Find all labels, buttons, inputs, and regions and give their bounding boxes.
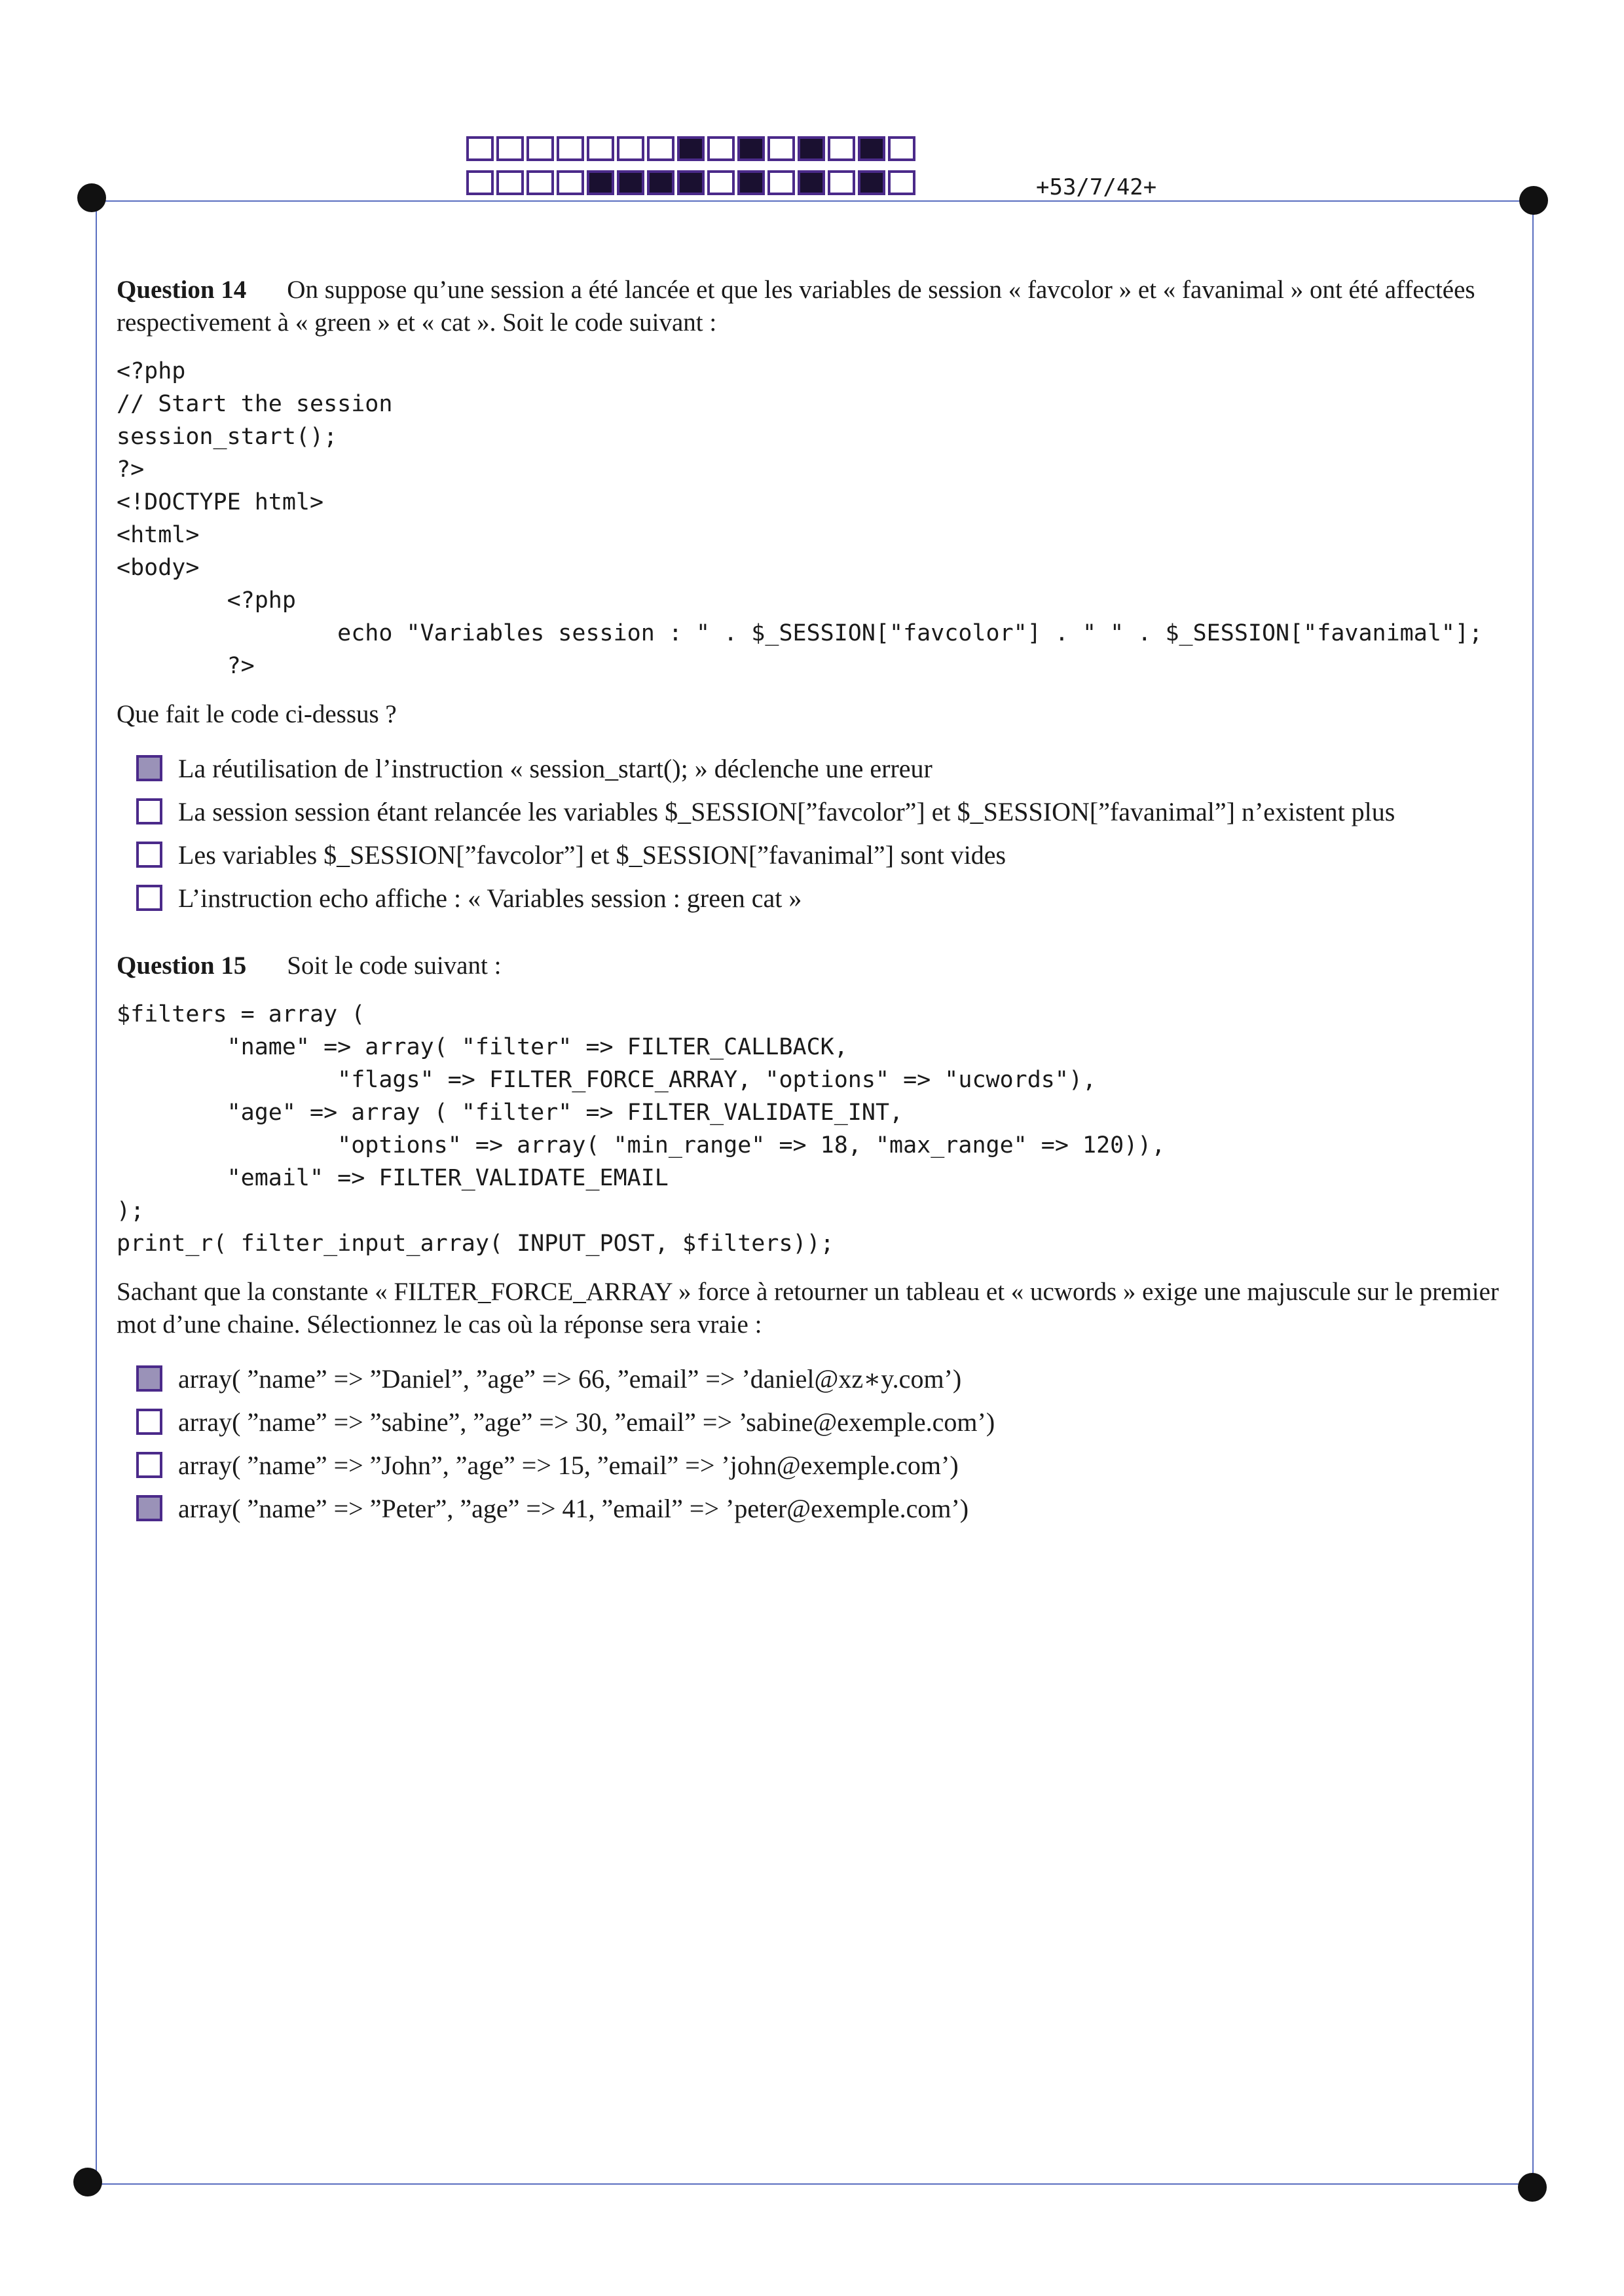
barcode-cell xyxy=(647,136,674,161)
frame-bottom-line xyxy=(98,2183,1532,2185)
barcode-cell xyxy=(496,170,524,195)
barcode-cell xyxy=(617,170,644,195)
answer-text: array( ”name” => ”Peter”, ”age” => 41, ”email” => ’peter@exemple.com’) xyxy=(178,1493,969,1523)
page-content xyxy=(117,274,1531,1530)
answer-checkbox[interactable] xyxy=(136,842,162,868)
barcode-cell xyxy=(677,170,705,195)
barcode-cell xyxy=(526,170,554,195)
barcode-cell xyxy=(707,170,735,195)
barcode-cell xyxy=(767,170,795,195)
corner-mark-bottom-right xyxy=(1518,2173,1547,2202)
q14-answer-option[interactable] xyxy=(136,747,1531,790)
answer-text: array( ”name” => ”Daniel”, ”age” => 66, ”email” => ’daniel@xz∗y.com’) xyxy=(178,1363,962,1394)
question-14-intro: On suppose qu’une session a été lancée et que les variables de session « favcolor » et « favanimal » ont été affectées respectivement à « green » et « cat ». Soit le code suivant : xyxy=(117,276,1475,337)
page-id: +53/7/42+ xyxy=(1036,174,1157,200)
question-15-header xyxy=(117,950,1531,982)
answer-checkbox[interactable] xyxy=(136,798,162,824)
question-15-intro: Soit le code suivant : xyxy=(287,952,502,980)
q14-answer-option[interactable] xyxy=(136,876,1531,919)
barcode-cell xyxy=(617,136,644,161)
barcode-cell xyxy=(858,170,885,195)
question-15-answers xyxy=(136,1357,1531,1530)
barcode-cell xyxy=(496,136,524,161)
answer-text: La réutilisation de l’instruction « session_start(); » déclenche une erreur xyxy=(178,753,932,783)
barcode-cell xyxy=(858,136,885,161)
barcode-row-2 xyxy=(466,170,918,195)
answer-checkbox[interactable] xyxy=(136,885,162,911)
barcode-cell xyxy=(798,136,825,161)
answer-text: L’instruction echo affiche : « Variables session : green cat » xyxy=(178,883,802,913)
answer-text: array( ”name” => ”John”, ”age” => 15, ”email” => ’john@exemple.com’) xyxy=(178,1450,959,1480)
question-14-header xyxy=(117,274,1531,339)
frame-right-line xyxy=(1532,200,1534,2185)
q15-answer-option[interactable] xyxy=(136,1400,1531,1443)
barcode-cell xyxy=(587,136,614,161)
answer-text: array( ”name” => ”sabine”, ”age” => 30, ”email” => ’sabine@exemple.com’) xyxy=(178,1407,995,1437)
frame-top-line xyxy=(98,200,1532,202)
answer-text: Les variables $_SESSION[”favcolor”] et $_SESSION[”favanimal”] sont vides xyxy=(178,840,1006,870)
question-14-prompt: Que fait le code ci-dessus ? xyxy=(117,700,397,728)
barcode-cell xyxy=(677,136,705,161)
frame-left-line xyxy=(96,200,97,2185)
q14-answer-option[interactable] xyxy=(136,833,1531,876)
answer-checkbox[interactable] xyxy=(136,1495,162,1521)
question-14-label: Question 14 xyxy=(117,276,247,304)
question-15-label: Question 15 xyxy=(117,952,247,980)
barcode-cell xyxy=(888,170,915,195)
q15-answer-option[interactable] xyxy=(136,1443,1531,1487)
barcode-cell xyxy=(737,170,765,195)
answer-checkbox[interactable] xyxy=(136,1452,162,1478)
question-14-code: <?php // Start the session session_start(); ?> <!DOCTYPE html> <html> <body> <?php echo "Variables session : " . $_SESSION["favcolor"] . " " . $_SESSION["favanimal"]; ?> xyxy=(117,358,1483,679)
barcode-cell xyxy=(798,170,825,195)
answer-checkbox[interactable] xyxy=(136,1365,162,1392)
barcode-cell xyxy=(737,136,765,161)
answer-checkbox[interactable] xyxy=(136,1409,162,1435)
q14-answer-option[interactable] xyxy=(136,790,1531,833)
answer-checkbox[interactable] xyxy=(136,755,162,781)
barcode-cell xyxy=(557,170,584,195)
barcode-row-1 xyxy=(466,136,918,161)
barcode-cell xyxy=(828,170,855,195)
question-15-code: $filters = array ( "name" => array( "filter" => FILTER_CALLBACK, "flags" => FILTER_FORCE_ARRAY, "options" => "ucwords"), "age" => array ( "filter" => FILTER_VALIDATE_INT, "options" => array( "min_range" => 18, "max_range" => 120)), "email" => FILTER_VALIDATE_EMAIL ); print_r( filter_input_array( INPUT_POST, $filters)); xyxy=(117,1001,1166,1257)
corner-mark-top-right xyxy=(1519,186,1548,215)
barcode-cell xyxy=(466,136,494,161)
q15-answer-option[interactable] xyxy=(136,1487,1531,1530)
barcode-cell xyxy=(647,170,674,195)
question-14-answers xyxy=(136,747,1531,919)
barcode-cell xyxy=(557,136,584,161)
barcode-cell xyxy=(526,136,554,161)
barcode-cell xyxy=(888,136,915,161)
answer-text: La session session étant relancée les variables $_SESSION[”favcolor”] et $_SESSION[”favanimal”] n’existent plus xyxy=(178,796,1395,826)
q15-answer-option[interactable] xyxy=(136,1357,1531,1400)
question-15-prompt: Sachant que la constante « FILTER_FORCE_ARRAY » force à retourner un tableau et « ucwords » exige une majuscule sur le premier mot d’une chaine. Sélectionnez le cas où la réponse sera vraie : xyxy=(117,1278,1499,1339)
barcode-cell xyxy=(767,136,795,161)
barcode-cell xyxy=(587,170,614,195)
barcode-cell xyxy=(828,136,855,161)
corner-mark-top-left xyxy=(77,183,106,212)
barcode-cell xyxy=(466,170,494,195)
corner-mark-bottom-left xyxy=(73,2168,102,2196)
barcode-cell xyxy=(707,136,735,161)
